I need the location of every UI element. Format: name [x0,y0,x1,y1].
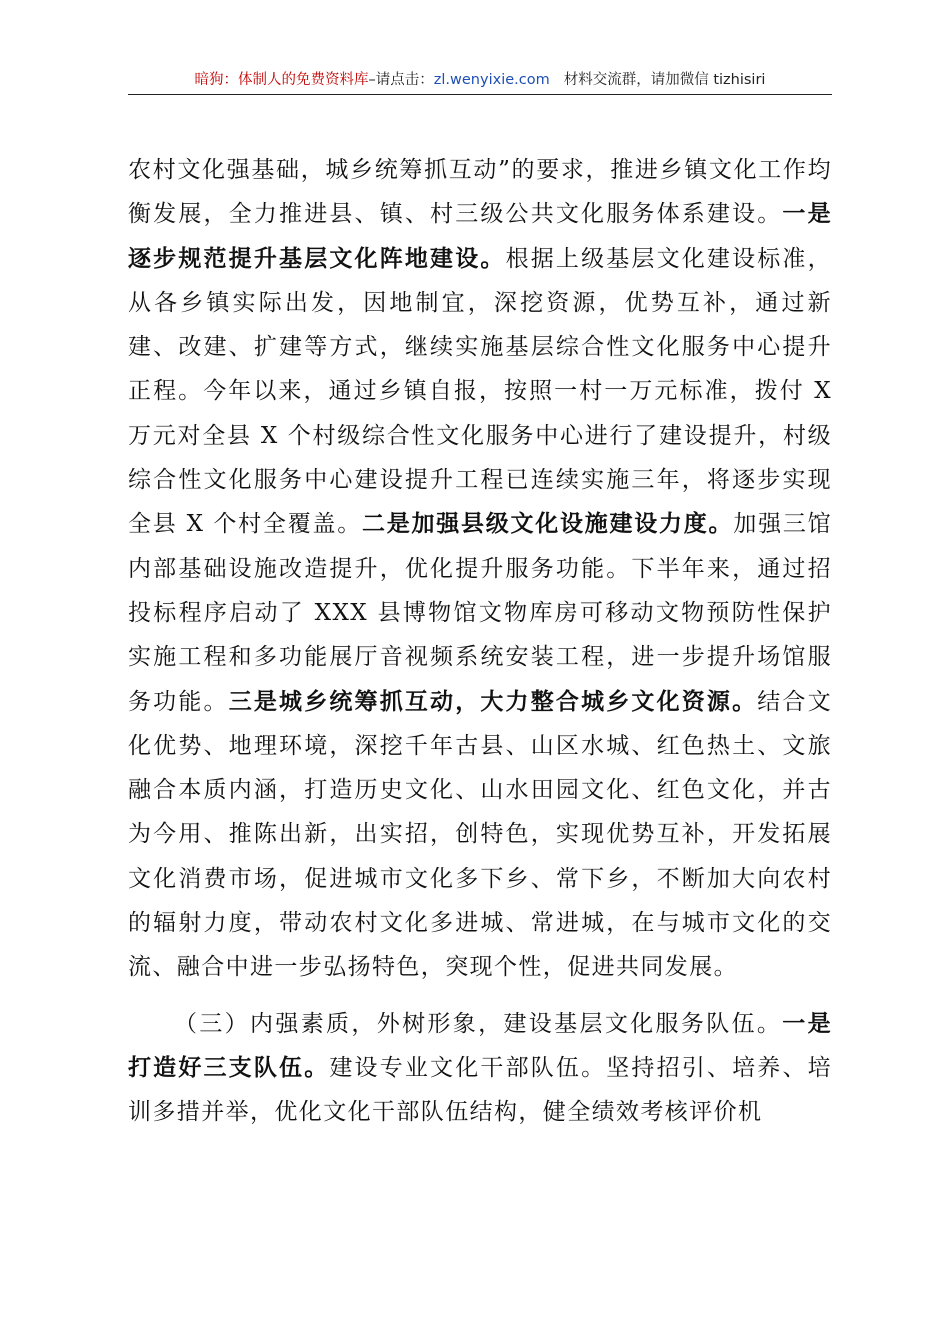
paragraph-1 [128,148,832,990]
text-run: 根据上级基层文化建设标准，从各乡镇实际出发，因地制宜，深挖资源，优势互补，通过新建、改建、扩建等方式，继续实施基层综合性文化服务中心提升正程。今年以来，通过乡镇自报，按照一村一万元标准，拨付 X 万元对全县 X 个村级综合性文化服务中心进行了建设提升，村级综合性文化服务中心建设提升工程已连续实施三年，将逐步实现全县 X 个村全覆盖。 [128,245,833,538]
section-heading: （三）内强素质，外树形象，建设基层文化服务队伍。 [174,1010,783,1037]
text-run: 建设专业文化干部队伍。坚持招引、培养、培训多措并举，优化文化干部队伍结构，健全绩效考核评价机 [128,1054,833,1126]
header-separator: –请点击： [368,72,434,88]
site-url-link[interactable]: zl.wenyixie.com [433,72,550,88]
text-run: 农村文化强基础，城乡统筹抓互动”的要求，推进乡镇文化工作均衡发展，全力推进县、镇、村三级公共文化服务体系建设。 [128,157,832,228]
text-run: 结合文化优势、地理环境，深挖千年古县、山区水城、红色热土、文旅融合本质内涵，打造历史文化、山水田园文化、红色文化，并古为今用、推陈出新，出实招，创特色，实现优势互补，开发拓展文化消费市场，促进城市文化多下乡、常下乡，不断加大向农村的辐射力度，带动农村文化多进城、常进城，在与城市文化的交流、融合中进一步弘扬特色，突现个性，促进共同发展。 [128,688,833,981]
paragraph-2 [128,1002,832,1135]
contact-note: 材料交流群，请加微信 tizhisiri [563,72,766,88]
document-body [128,148,832,1135]
site-label: 暗狗：体制人的免费资料库 [194,72,369,88]
bold-heading-1: 一是逐步规范提升基层文化阵地建设。 [128,200,832,272]
bold-heading-2: 二是加强县级文化设施建设力度。 [361,510,734,538]
page-header [128,66,832,95]
bold-heading-4: 一是打造好三支队伍。 [128,1009,832,1081]
text-run: 加强三馆内部基础设施改造提升，优化提升服务功能。下半年来，通过招投标程序启动了 XXX 县博物馆文物库房可移动文物预防性保护实施工程和多功能展厅音视频系统安装工程，进一步提升场馆服务功能。 [128,511,832,715]
bold-heading-3: 三是城乡统筹抓互动，大力整合城乡文化资源。 [228,687,758,715]
